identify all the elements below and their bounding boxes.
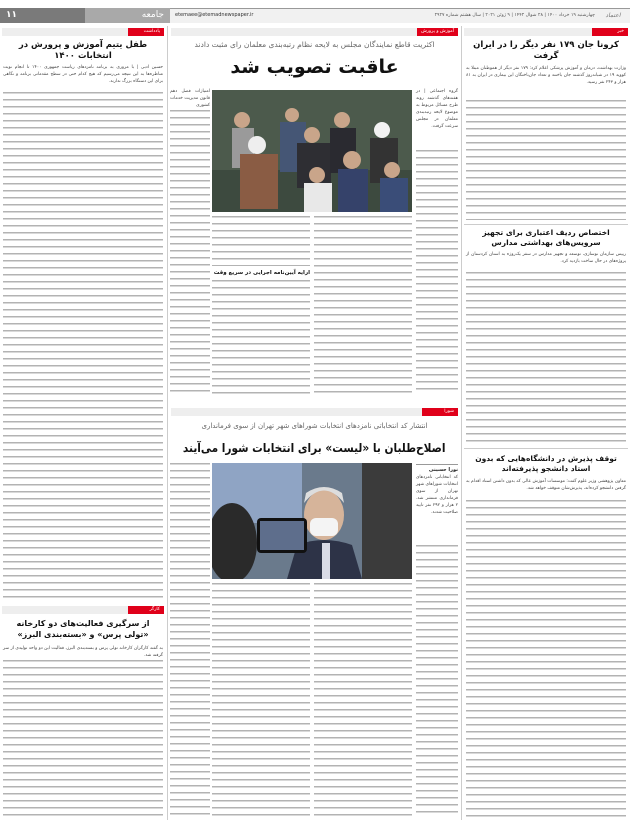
article-body-text bbox=[3, 92, 163, 598]
divider bbox=[464, 448, 628, 449]
title-education: عاقبت تصویب شد bbox=[230, 56, 399, 78]
column-divider bbox=[461, 26, 462, 820]
article-body-text bbox=[3, 660, 163, 818]
headline-university-admission: توقف پذیرش در دانشگاه‌هایی که بدون استاد دانشجو پذیرفته‌اند bbox=[475, 454, 617, 473]
council-candidate-photo bbox=[212, 463, 412, 579]
page-number: ۱۱ bbox=[0, 8, 85, 23]
article-lead: وزارت بهداشت، درمان و آموزش پزشکی اعلام کرد: ۱۷۹ نفر دیگر از هموطنان مبتلا به کووید ۱۹ در شبانه‌روز گذشته جان باختند و تعداد جان‌باختگان این بیماری در ایران به ۸۱ هزار و ۲۴۳ نفر رسید. bbox=[466, 66, 626, 85]
article-body-text bbox=[314, 583, 412, 818]
article-lead: کد انتخاباتی نامزدهای انتخابات شوراهای شهر تهران از سوی فرمانداری منتشر شد. ۲ هزار و ۲۹۲ نفر تایید صلاحیت شدند. bbox=[416, 475, 458, 515]
section-label-council bbox=[171, 408, 458, 416]
article-body-text bbox=[466, 100, 626, 220]
parliament-photo bbox=[212, 90, 412, 212]
article-body-text bbox=[416, 545, 458, 818]
article-body-text bbox=[416, 150, 458, 395]
label-text: شورا bbox=[422, 408, 458, 416]
article-lead: به گفته کارگران کارخانه تولی پرس و بسته‌بندی البرز، فعالیت این دو واحد تولیدی از سر گرفته شد. bbox=[3, 646, 163, 658]
article-lead: رییس سازمان نوسازی، توسعه و تجهیز مدارس در سفر یک‌روزه به استان کردستان از پروژه‌های در حال ساخت بازدید کرد. bbox=[466, 252, 626, 264]
headline-factories: از سرگیری فعالیت‌های دو کارخانه «تولی پرس» و «بسته‌بندی البرز» bbox=[16, 619, 150, 639]
kicker-education: اکثریت قاطع نمایندگان مجلس به لایحه نظام رتبه‌بندی معلمان رای مثبت دادند bbox=[194, 40, 435, 49]
label-text: کارگر bbox=[128, 606, 164, 614]
email-address[interactable]: etemaee@etemadnewspaper.ir bbox=[175, 12, 254, 18]
article-body-text bbox=[314, 216, 412, 395]
title-council-wrapper bbox=[171, 437, 458, 459]
article-lead: گروه اجتماعی | در هفته‌های گذشته روند طرح مسائل مربوط به موضوع لایحه رتبه‌بندی معلمان در مجلس سرعت گرفت. bbox=[416, 89, 458, 129]
label-text: آموزش و پرورش bbox=[417, 28, 458, 36]
article-lead: حسین ادبی | با مروری به برنامه نامزدهای ریاست جمهوری ۱۴۰۰ تا انجام نوبت مناظره‌ها به این نتیجه می‌رسیم که هیچ کدام حتی در سطح مقدماتی برنامه و نگاهی برای این دستگاه بزرگ ندارند. bbox=[3, 65, 163, 84]
headline-corona: کرونا جان ۱۷۹ نفر دیگر را در ایران گرفت bbox=[473, 40, 619, 61]
column-divider bbox=[167, 26, 168, 820]
section-label-education bbox=[171, 28, 458, 36]
article-body-text bbox=[170, 110, 210, 395]
kicker-council: انتشار کد انتخاباتی نامزدهای انتخابات شوراهای شهر تهران از سوی فرمانداری bbox=[201, 422, 428, 430]
label-text: خبر bbox=[592, 28, 628, 36]
article-body-text bbox=[212, 583, 310, 818]
article-body-text bbox=[212, 216, 310, 266]
article-body-text bbox=[466, 500, 626, 818]
section-label-note bbox=[2, 28, 164, 36]
newspaper-logo: اعتماد bbox=[605, 12, 621, 19]
article-lead: معاون پژوهشی وزیر علوم گفت: موسسات آموزش عالی که بدون داشتن استاد اقدام به گرفتن دانشجو کرده‌اند، پذیرش‌شان متوقف خواهد شد. bbox=[466, 479, 626, 491]
author-name: نورا حسینی bbox=[416, 464, 458, 473]
article-body-text bbox=[212, 280, 310, 395]
dateline: چهارشنبه ۱۹ خرداد ۱۴۰۰ | ۲۸ شوال ۱۴۴۲ | ۹ ژوئن ۲۰۲۱ | سال هشتم شماره ۲۹۲۷ bbox=[434, 13, 595, 18]
label-text: یادداشت bbox=[128, 28, 164, 36]
section-name: جامعه bbox=[85, 8, 170, 23]
headline-school-sanitation: اختصاص ردیف اعتباری برای تجهیز سرویس‌های بهداشتی مدارس bbox=[482, 228, 610, 247]
section-label-news bbox=[464, 28, 628, 36]
article-lead: امتیازات فصل دهم قانون مدیریت خدمات کشوری bbox=[170, 89, 210, 108]
headline-note: طفل یتیم آموزش و پرورش در انتخابات ۱۴۰۰ bbox=[18, 40, 148, 61]
subheading: ارایه آیین‌نامه اجرایی در سریع وقت bbox=[213, 270, 310, 276]
title-council: اصلاح‌طلبان با «لیست» برای انتخابات شورا می‌آیند bbox=[183, 441, 446, 455]
divider bbox=[464, 224, 628, 225]
article-body-text bbox=[466, 272, 626, 442]
article-body-text bbox=[170, 463, 210, 818]
section-label-worker bbox=[2, 606, 164, 614]
